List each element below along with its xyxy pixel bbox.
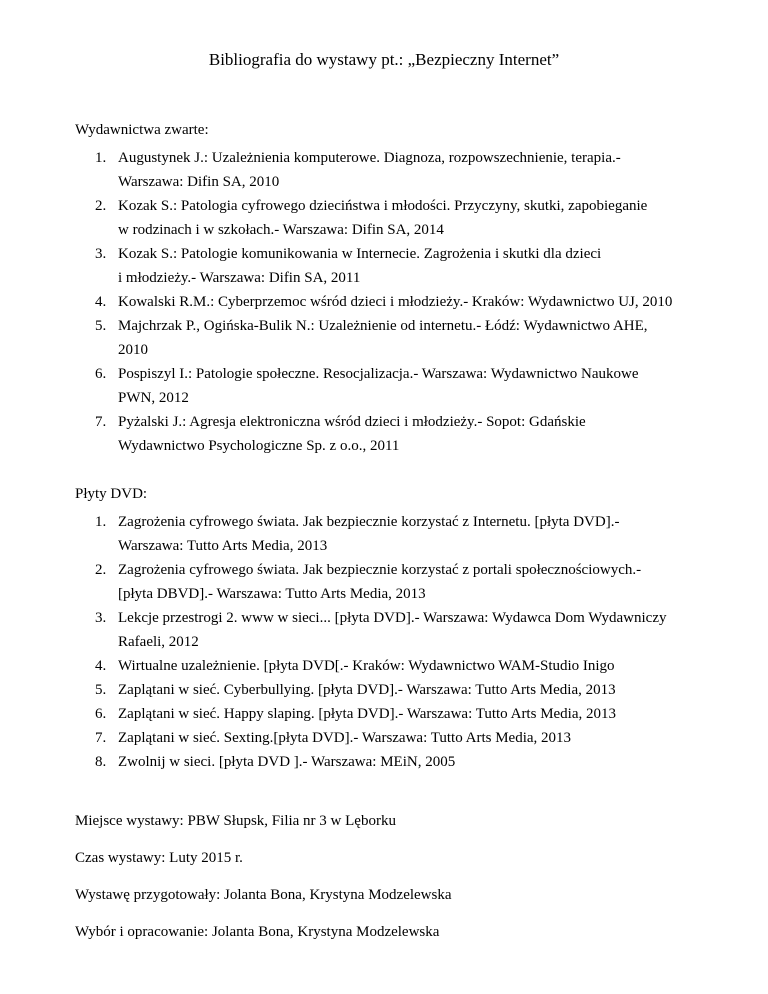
exhibition-info <box>75 809 715 957</box>
list-item <box>75 510 715 558</box>
exhibition-time: Czas wystawy: Luty 2015 r. <box>75 850 243 866</box>
dvds-section <box>75 482 715 774</box>
list-item-text: PWN, 2012 <box>118 390 189 406</box>
list-item-text: Kozak S.: Patologia cyfrowego dzieciństwa i młodości. Przyczyny, skutki, zapobieganie <box>118 198 648 214</box>
list-item-number: 3. <box>95 610 107 626</box>
list-item-text: Kozak S.: Patologie komunikowania w Internecie. Zagrożenia i skutki dla dzieci <box>118 246 602 262</box>
list-item <box>75 726 715 750</box>
list-item-number: 6. <box>95 366 107 382</box>
list-item-number: 7. <box>95 730 107 746</box>
list-item-text: Zaplątani w sieć. Cyberbullying. [płyta DVD].- Warszawa: Tutto Arts Media, 2013 <box>118 682 616 698</box>
list-item-number: 6. <box>95 706 107 722</box>
page-title: Bibliografia do wystawy pt.: „Bezpieczny Internet” <box>208 50 560 69</box>
list-item-number: 1. <box>95 514 107 530</box>
list-item-number: 5. <box>95 682 107 698</box>
list-item-text: Zaplątani w sieć. Happy slaping. [płyta DVD].- Warszawa: Tutto Arts Media, 2013 <box>118 706 617 722</box>
list-item-text: Rafaeli, 2012 <box>118 634 199 650</box>
list-item <box>75 362 715 410</box>
list-item-text: Augustynek J.: Uzależnienia komputerowe. Diagnoza, rozpowszechnienie, terapia.- <box>118 150 621 166</box>
list-item <box>75 314 715 362</box>
dvds-list <box>75 510 715 774</box>
list-item-text: Pospiszyl I.: Patologie społeczne. Resocjalizacja.- Warszawa: Wydawnictwo Naukowe <box>118 366 639 382</box>
list-item <box>75 410 715 458</box>
list-item-text: Pyżalski J.: Agresja elektroniczna wśród dzieci i młodzieży.- Sopot: Gdańskie <box>118 414 586 430</box>
list-item-text: Warszawa: Difin SA, 2010 <box>118 174 280 190</box>
exhibition-prepared-by: Wystawę przygotowały: Jolanta Bona, Krystyna Modzelewska <box>75 887 452 903</box>
list-item <box>75 558 715 606</box>
list-item-number: 4. <box>95 294 107 310</box>
list-item-number: 8. <box>95 754 107 770</box>
books-heading: Wydawnictwa zwarte: <box>75 122 209 138</box>
list-item-number: 2. <box>95 198 107 214</box>
list-item <box>75 702 715 726</box>
list-item <box>75 606 715 654</box>
list-item-number: 4. <box>95 658 107 674</box>
list-item-text: Warszawa: Tutto Arts Media, 2013 <box>118 538 328 554</box>
list-item <box>75 678 715 702</box>
list-item-text: Zagrożenia cyfrowego świata. Jak bezpiecznie korzystać z portali społecznościowych.- <box>118 562 642 578</box>
list-item <box>75 654 715 678</box>
list-item-number: 1. <box>95 150 107 166</box>
list-item-text: i młodzieży.- Warszawa: Difin SA, 2011 <box>118 270 361 286</box>
list-item <box>75 242 715 290</box>
list-item-text: Zwolnij w sieci. [płyta DVD ].- Warszawa: MEiN, 2005 <box>118 754 456 770</box>
dvds-heading: Płyty DVD: <box>75 486 148 502</box>
list-item-number: 3. <box>95 246 107 262</box>
list-item-text: Wirtualne uzależnienie. [płyta DVD[.- Kraków: Wydawnictwo WAM-Studio Inigo <box>118 658 615 674</box>
list-item-text: Zaplątani w sieć. Sexting.[płyta DVD].- Warszawa: Tutto Arts Media, 2013 <box>118 730 572 746</box>
list-item-text: w rodzinach i w szkołach.- Warszawa: Difin SA, 2014 <box>118 222 444 238</box>
list-item-text: Wydawnictwo Psychologiczne Sp. z o.o., 2011 <box>118 438 400 454</box>
list-item-text: Lekcje przestrogi 2. www w sieci... [płyta DVD].- Warszawa: Wydawca Dom Wydawniczy <box>118 610 667 626</box>
list-item <box>75 750 715 774</box>
list-item <box>75 194 715 242</box>
exhibition-place: Miejsce wystawy: PBW Słupsk, Filia nr 3 w Lęborku <box>75 813 396 829</box>
list-item-text: Majchrzak P., Ogińska-Bulik N.: Uzależnienie od internetu.- Łódź: Wydawnictwo AHE, <box>118 318 648 334</box>
list-item-text: Zagrożenia cyfrowego świata. Jak bezpiecznie korzystać z Internetu. [płyta DVD].- <box>118 514 620 530</box>
list-item-number: 7. <box>95 414 107 430</box>
books-list <box>75 146 715 458</box>
books-section <box>75 118 715 458</box>
list-item <box>75 290 715 314</box>
list-item-text: Kowalski R.M.: Cyberprzemoc wśród dzieci i młodzieży.- Kraków: Wydawnictwo UJ, 2010 <box>118 294 673 310</box>
list-item-number: 5. <box>95 318 107 334</box>
list-item-number: 2. <box>95 562 107 578</box>
exhibition-selection-by: Wybór i opracowanie: Jolanta Bona, Krystyna Modzelewska <box>75 924 440 940</box>
list-item-text: [płyta DBVD].- Warszawa: Tutto Arts Media, 2013 <box>118 586 426 602</box>
list-item-text: 2010 <box>118 342 148 358</box>
list-item <box>75 146 715 194</box>
